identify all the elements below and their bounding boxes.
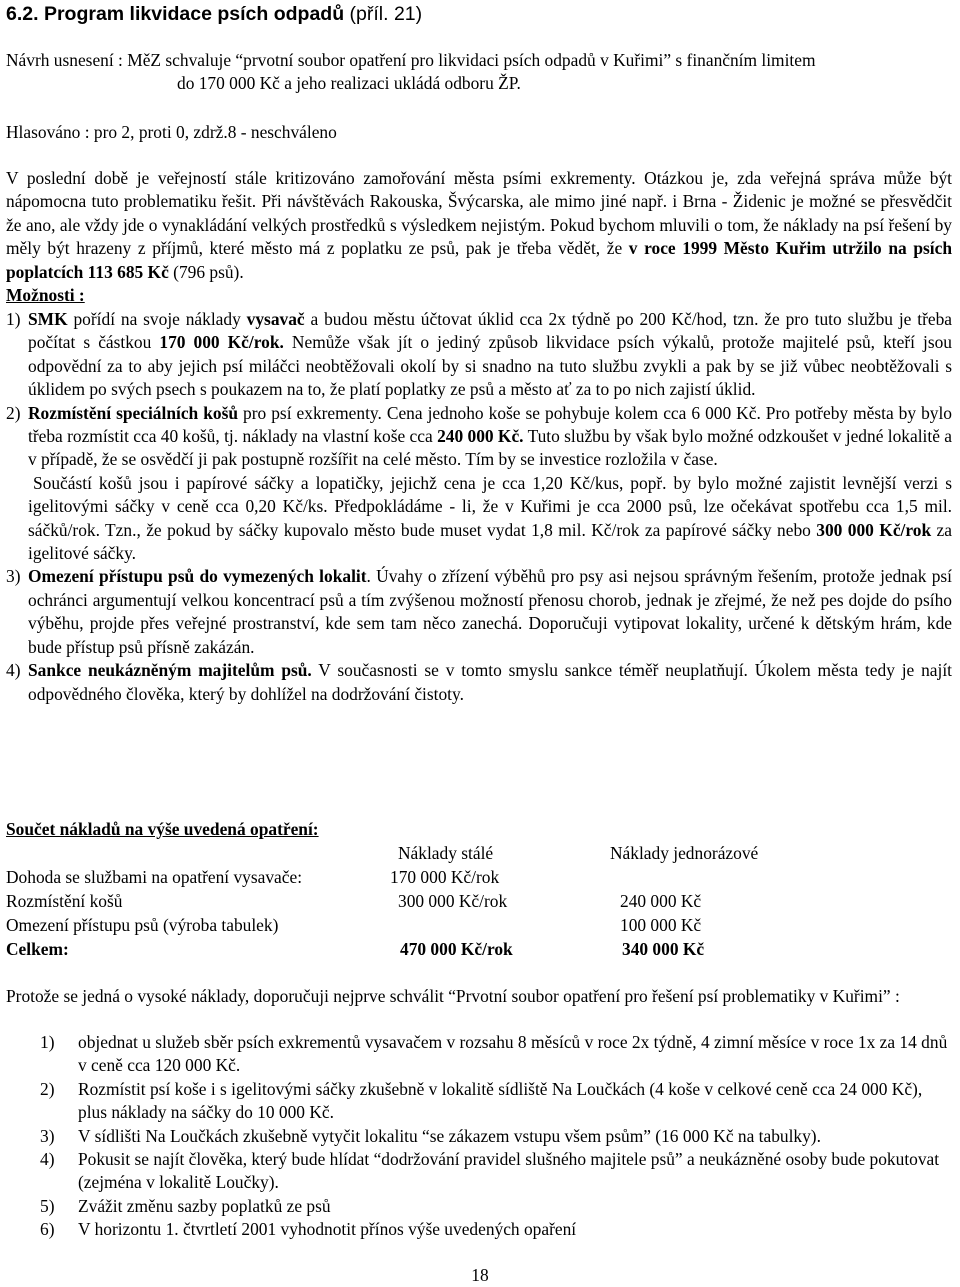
costs-row [6,914,862,938]
costs-header-once: Náklady jednorázové [610,843,759,863]
costs-row-once: 100 000 Kč [620,915,702,935]
costs-row-label: Rozmístění košů [6,891,123,911]
options-title: Možnosti : [6,285,85,305]
option-1 [6,308,952,402]
costs-title: Součet nákladů na výše uvedená opatření: [6,819,319,839]
option-2-bags-text-2: za igelitové sáčky. [28,519,952,564]
page-number: 18 [471,1265,489,1285]
option-2 [6,402,952,472]
costs-header-row [6,842,862,866]
option-1-bold-3: 170 000 Kč/rok. [159,332,284,353]
proposal-line-2: do 170 000 Kč a jeho realizaci ukládá odboru ŽP. [177,73,521,94]
proposal-label: Návrh usnesení : [6,50,123,70]
option-2-bags-bold: 300 000 Kč/rok [816,519,932,540]
recommendation-item-text: Rozmístit psí koše i s igelitovými sáčky zkušebně v lokalitě sídliště Na Loučkách (4 koše v celkové ceně cca 24 000 Kč), plus náklady na sáčky do 10 000 Kč. [78,1078,923,1123]
costs-row-fixed: 300 000 Kč/rok [398,891,508,911]
option-2-bold-1: Rozmístění speciálních košů [28,402,239,423]
recommendation-intro: Protože se jedná o vysoké náklady, doporučuji nejprve schválit “Prvotní soubor opatření pro řešení psí problematiky v Kuřimi” : [6,986,900,1006]
option-3-text: . Úvahy o zřízení výběhů pro psy asi nejsou správným řešením, protože jednak psí ochránci argumentují velkou koncentrací psů a tím zvýšenou možností přenosu chorob, jednak je zřejmé, že než pes dojde do psího výběhu, projde přes veřejné prostranství, kde sem tam něco zanechá. Doporučuji vytipovat lokality, určené k dětským hrám, kde bude přístup psů přísně zakázán. [28,566,953,657]
option-2-text-1: pro psí exkrementy. Cena jednoho koše se pohybuje kolem cca 6 000 Kč. Pro potřeby města by bylo třeba rozmístit cca 40 košů, tj. náklady na vlastní koše cca [28,402,952,447]
option-4-number: 4) [6,660,21,681]
recommendation-item-number: 3) [40,1125,55,1146]
costs-row-label: Dohoda se službami na opatření vysavače: [6,867,303,887]
option-4-text: V současnosti se v tomto smyslu sankce téměř neuplatňují. Úkolem města tedy je najít odpovědného člověka, který by dohlížel na dodržování čistoty. [28,660,953,704]
option-1-text-1: pořídí na svoje náklady [67,309,247,329]
recommendation-item-4 [6,1148,952,1195]
costs-row [6,890,862,914]
costs-total-once: 340 000 Kč [622,939,705,959]
option-2-bold-2: 240 000 Kč. [437,426,524,447]
costs-row-once [610,866,862,890]
recommendation-item-text: objednat u služeb sběr psích exkrementů vysavačem v rozsahu 8 měsíců v roce 2x týdně, 4 zimní měsíce v roce 1x za 14 dnů v ceně cca 120 000 Kč. [78,1032,948,1076]
recommendation-item-3 [6,1125,952,1148]
option-2-number: 2) [6,402,21,423]
recommendation-item-6 [6,1218,952,1241]
option-1-bold-2: vysavač [246,309,305,329]
recommendation-item-text: V horizontu 1. čtvrtletí 2001 vyhodnotit přínos výše uvedených opaření [78,1219,577,1240]
intro-text-1: V poslední době je veřejností stále kritizováno zamořování města psími exkrementy. Otázkou je, zda veřejná správa může být nápomocna tuto problematiku řešit. Při návštěvách Rakouska, Švýcarska, ale mimo jiné např. i Brna - Židenic je možné se přesvědčit že ano, ale vždy jde o vynakládání velkých prostředků s výsledkem nejistým. Pokud bychom mluvili o tom, že náklady na psí řešení by měly být hrazeny z příjmů, které město má z poplatku ze psů, pak je třeba vědět, že [6,168,952,259]
recommendation-item-number: 5) [40,1195,55,1216]
option-4 [6,659,952,706]
costs-total-fixed: 470 000 Kč/rok [400,939,513,959]
proposal-line-1: MěZ schvaluje “prvotní soubor opatření pro likvidaci psích odpadů v Kuřimi” s finančním limitem [127,50,816,70]
recommendation-item-1 [6,1031,952,1078]
vote-result [6,121,337,144]
option-1-number: 1) [6,309,21,329]
recommendation-item-number: 1) [40,1032,55,1052]
costs-total-row [6,938,862,962]
recommendation-item-2 [6,1078,952,1125]
option-1-text-3: Nemůže však jít o jediný způsob likvidace psích výkalů, protože majitelé psů, kteří jsou odpovědní za to aby jejich psí miláčci neobtěžovali okolí by si snadno na tuto službu zvykli a pak by se již vůbec neobtěžovali s úklidem po svých psech s poukazem na to, že platí poplatky ze psů a město ať za to po nich zajistí úklid. [28,332,952,400]
costs-header-fixed: Náklady stálé [398,843,494,863]
recommendation-item-number: 2) [40,1078,55,1099]
intro-revenue-bold: v roce 1999 Město Kuřim utržilo na psích poplatcích 113 685 Kč [6,238,953,282]
costs-row-fixed: 170 000 Kč/rok [390,867,500,887]
option-3-number: 3) [6,566,21,587]
recommendation-item-text: Pokusit se najít člověka, který bude hlídat “dodržování pravidel slušného majitele psů” a neukázněné osoby bude pokutovat (zejména v lokalitě Loučky). [78,1149,940,1193]
resolution-proposal [6,49,952,96]
option-1-text-2: a budou městu účtovat úklid cca 2x týdně po 200 Kč/hod, tzn. že pro tuto službu je třeba počítat s částkou [28,309,952,353]
option-2-bags-text-1: Součástí košů jsou i papírové sáčky a lopatičky, jejichž cena je cca 1,20 Kč/kus, popř. by bylo možné zajistit levnější verzi s igelitovými sáčky v ceně cca 0,20 Kč/ks. Předpokládáme - li, že v Kuřimi je cca 2000 psů, lze očekávat spotřebu cca 1,5 mil. sáčků/rok. Tzn., že pokud by sáčky kupovalo město bude muset vydat 1,8 mil. Kč/rok za papírové sáčky nebo [28,472,952,540]
option-2-text-2: Tuto službu by však bylo možné odzkoušet v jedné lokalitě a v případě, že se osvědčí ji pak postupně rozšířit na celé město. Tím by se investice rozložila v čase. [28,426,952,470]
option-3 [6,565,952,659]
vote-counts: Hlasováno : pro 2, proti 0, zdrž. [6,122,228,142]
costs-row [6,866,862,890]
recommendation-item-5 [6,1195,952,1218]
heading-title: 6.2. Program likvidace psích odpadů [6,3,345,25]
options-list [6,308,952,706]
option-1-bold-1: SMK [28,309,68,329]
costs-table [6,842,862,962]
recommendation-list [6,1031,952,1242]
intro-text-2: (796 psů). [168,261,244,282]
costs-row-once: 240 000 Kč [620,891,702,911]
option-3-bold: Omezení přístupu psů do vymezených lokalit [28,566,367,587]
option-4-bold: Sankce neukázněným majitelům psů. [28,660,312,681]
heading-attachment-ref: (příl. 21) [349,3,423,25]
costs-total-label: Celkem: [6,939,69,959]
costs-row-label: Omezení přístupu psů (výroba tabulek) [6,915,279,935]
costs-row-fixed [390,914,610,938]
option-2-bags-paragraph [6,472,952,566]
intro-paragraph [6,167,952,284]
recommendation-item-text: Zvážit změnu sazby poplatků ze psů [78,1195,331,1216]
vote-outcome: 8 - neschváleno [227,122,337,142]
recommendation-item-number: 4) [40,1149,55,1170]
recommendation-item-number: 6) [40,1219,55,1240]
section-heading [6,2,422,26]
recommendation-item-text: V sídlišti Na Loučkách zkušebně vytyčit lokalitu “se zákazem vstupu všem psům” (16 000 Kč na tabulky). [78,1125,821,1146]
